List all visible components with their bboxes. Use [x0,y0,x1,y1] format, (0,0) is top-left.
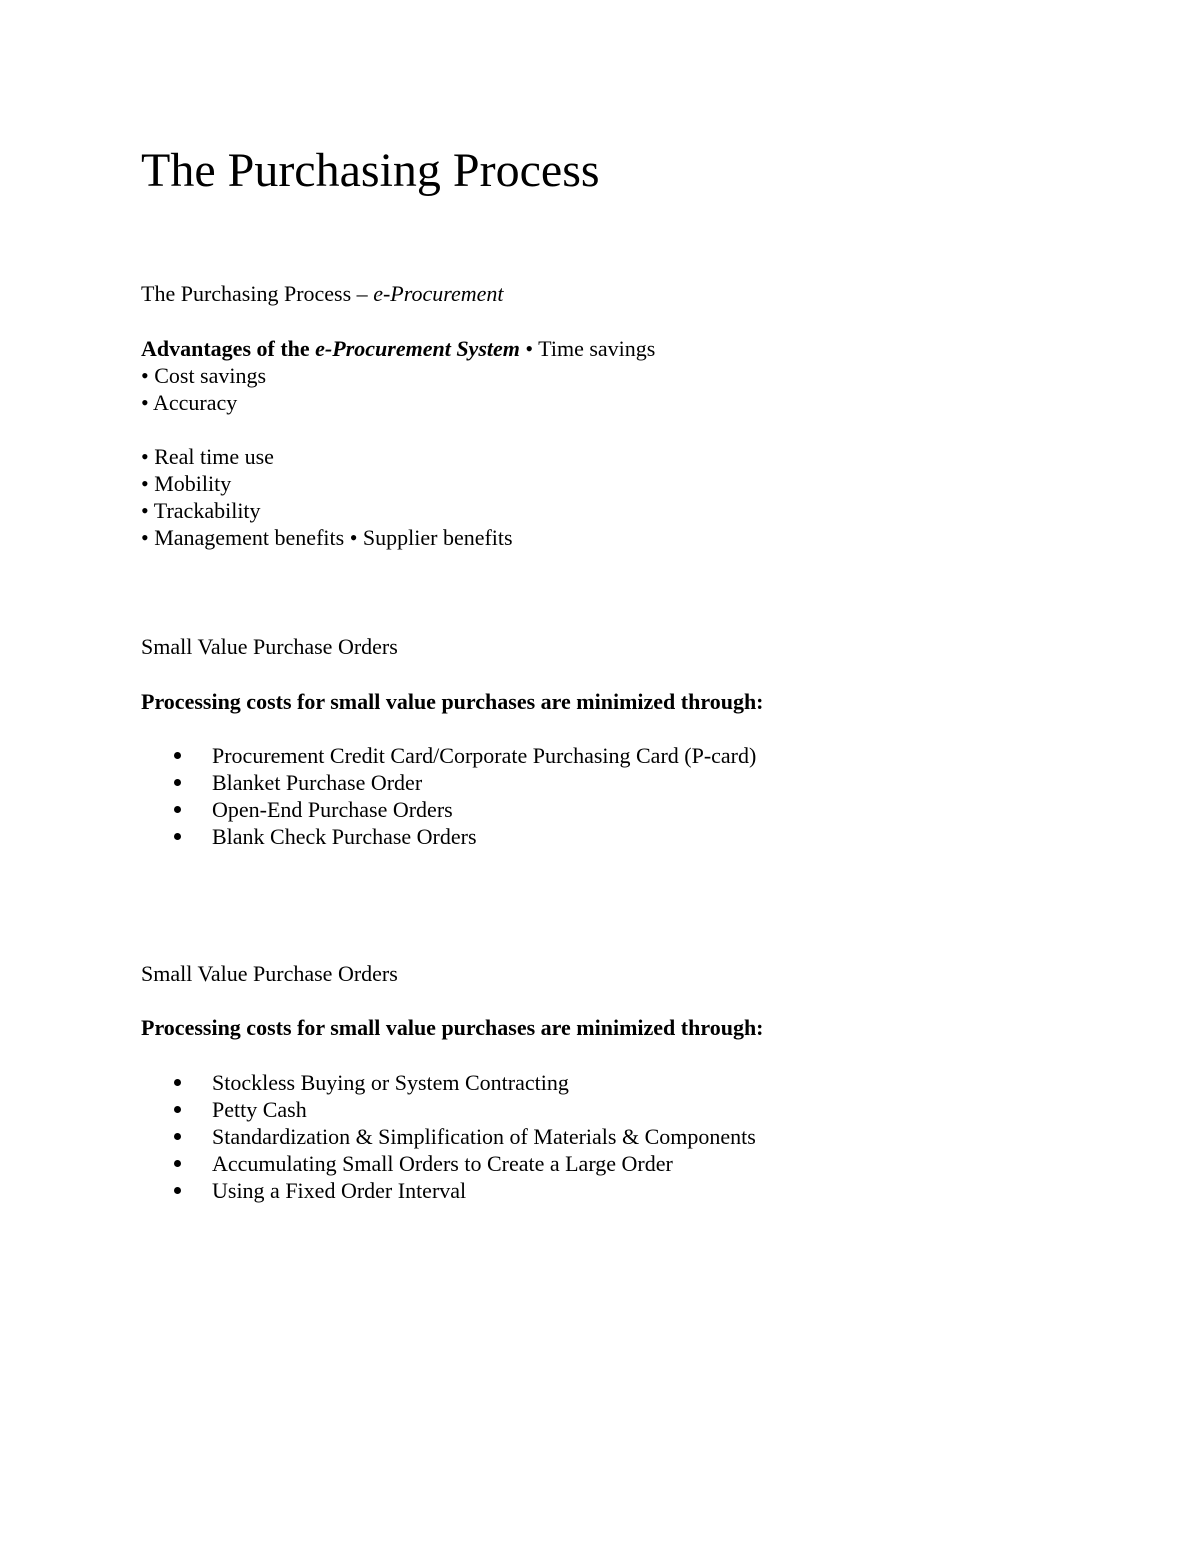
advantage-item: • Management benefits • Supplier benefits [141,525,513,550]
bullet-icon [174,806,181,813]
subtitle-italic: e-Procurement [373,281,504,306]
advantages-heading-italic: e-Procurement System [315,336,520,361]
list-item-text: Open-End Purchase Orders [212,797,453,822]
advantages-line [141,335,655,362]
bullet-icon [174,1160,181,1167]
list-item-text: Petty Cash [212,1097,307,1122]
eprocurement-subtitle [141,280,504,307]
section-lead: Processing costs for small value purchases are minimized through: [141,689,764,714]
document-title: The Purchasing Process [141,144,600,197]
list-item-text: Using a Fixed Order Interval [212,1178,467,1203]
bullet-icon [174,779,181,786]
advantage-item: • Trackability [141,498,261,523]
section-heading: Small Value Purchase Orders [141,634,398,659]
advantages-heading: Advantages of the [141,336,316,361]
advantage-item: • Accuracy [141,390,238,415]
bullet-icon [174,833,181,840]
bullet-icon [174,1187,181,1194]
list-item-text: Blank Check Purchase Orders [212,824,477,849]
list-item-text: Blanket Purchase Order [212,770,423,795]
subtitle-prefix: The Purchasing Process – [141,281,374,306]
bullet-icon [174,1133,181,1140]
section-lead: Processing costs for small value purchases are minimized through: [141,1015,764,1040]
bullet-icon [174,752,181,759]
bullet-icon [174,1079,181,1086]
list-item-text: Accumulating Small Orders to Create a Large Order [212,1151,673,1176]
advantage-item: • Cost savings [141,363,267,388]
section-heading: Small Value Purchase Orders [141,961,398,986]
list-item-text: Stockless Buying or System Contracting [212,1070,569,1095]
advantage-item: • Mobility [141,471,232,496]
advantage-item: • Real time use [141,444,274,469]
list-item-text: Procurement Credit Card/Corporate Purchasing Card (P-card) [212,743,757,768]
list-item-text: Standardization & Simplification of Materials & Components [212,1124,756,1149]
advantage-time-savings: • Time savings [519,336,656,361]
bullet-icon [174,1106,181,1113]
